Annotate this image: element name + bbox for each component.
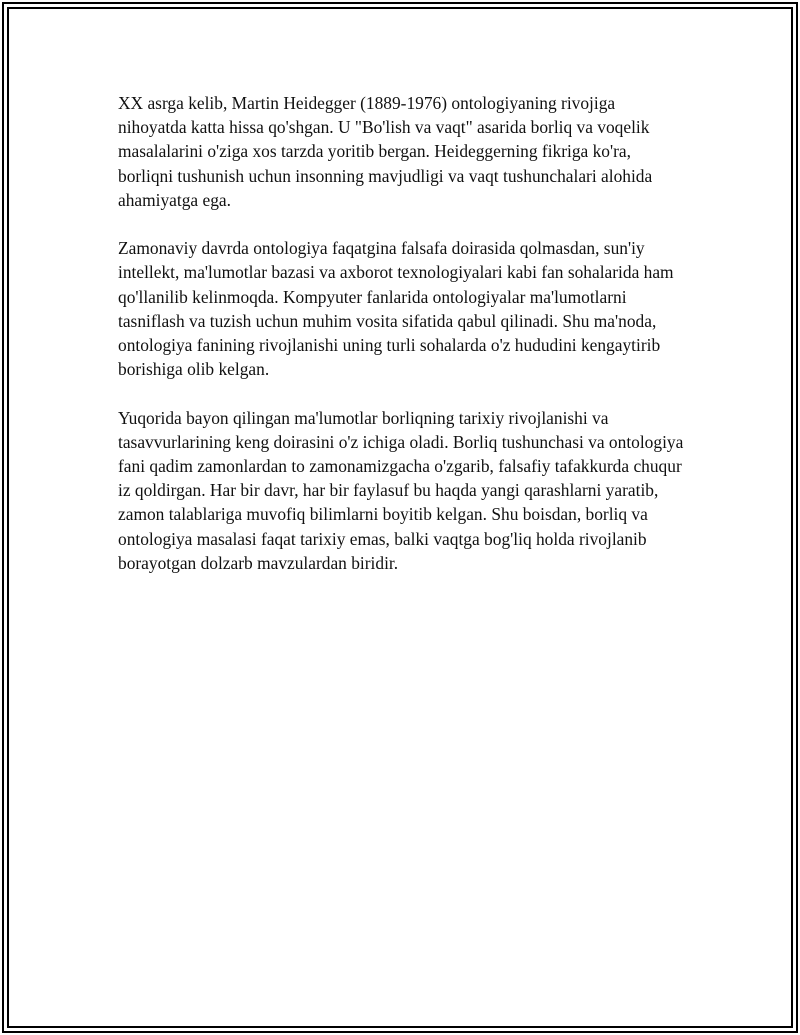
document-body: [118, 91, 688, 599]
paragraph-heidegger: XX asrga kelib, Martin Heidegger (1889-1976) ontologiyaning rivojiga nihoyatda katta hissa qo'shgan. U "Bo'lish va vaqt" asarida borliq va voqelik masalalarini o'ziga xos tarzda yoritib bergan. Heideggerning fikriga ko'ra, borliqni tushunish uchun insonning mavjudligi va vaqt tushunchalari alohida ahamiyatga ega.: [118, 93, 653, 210]
paragraph-conclusion: Yuqorida bayon qilingan ma'lumotlar borliqning tarixiy rivojlanishi va tasavvurlarining keng doirasini o'z ichiga oladi. Borliq tushunchasi va ontologiya fani qadim zamonlardan to zamonamizgacha o'zgarib, falsafiy tafakkurda chuqur iz qoldirgan. Har bir davr, har bir faylasuf bu haqda yangi qarashlarni yaratib, zamon talablariga muvofiq bilimlarni boyitib kelgan. Shu boisdan, borliq va ontologiya masalasi faqat tarixiy emas, balki vaqtga bog'liq holda rivojlanib borayotgan dolzarb mavzulardan biridir.: [118, 407, 684, 573]
paragraph-modern-ontology: Zamonaviy davrda ontologiya faqatgina falsafa doirasida qolmasdan, sun'iy intellekt, ma'lumotlar bazasi va axborot texnologiyalari kabi fan sohalarida ham qo'llanilib kelinmoqda. Kompyuter fanlarida ontologiyalar ma'lumotlarni tasniflash va tuzish uchun muhim vosita sifatida qabul qilinadi. Shu ma'noda, ontologiya fanining rivojlanishi uning turli sohalarda o'z hududini kengaytirib borishiga olib kelgan.: [118, 238, 674, 380]
